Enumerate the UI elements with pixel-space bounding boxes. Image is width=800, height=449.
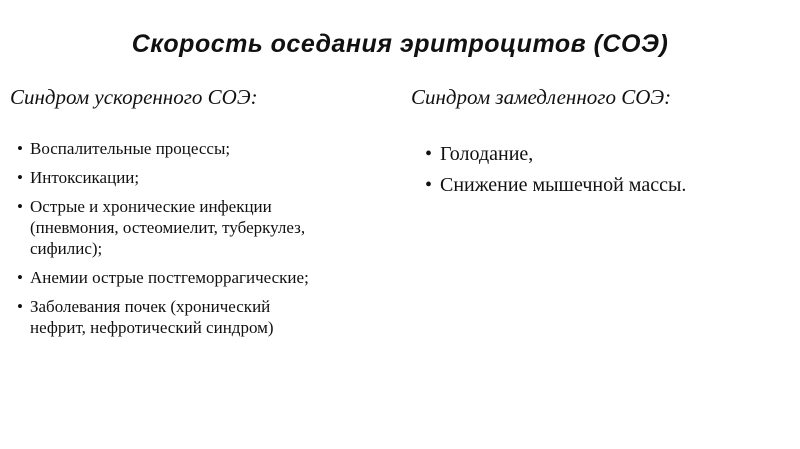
accelerated-esr-heading: Синдром ускоренного СОЭ:: [10, 85, 258, 109]
bullet-icon: •: [17, 297, 23, 316]
bullet-icon: •: [17, 268, 23, 287]
list-item: [17, 296, 317, 338]
list-item-text: Интоксикации;: [30, 168, 140, 187]
list-item-text: Снижение мышечной массы.: [440, 174, 687, 196]
list-item: [17, 167, 317, 188]
list-item: [17, 196, 317, 259]
list-item-text: Заболевания почек (хронический нефрит, нефротический синдром): [30, 297, 274, 337]
bullet-icon: •: [425, 143, 433, 165]
list-item-text: Голодание,: [440, 143, 534, 165]
bullet-icon: •: [17, 197, 23, 216]
list-item: [17, 138, 317, 159]
slowed-esr-heading: Синдром замедленного СОЭ:: [411, 85, 672, 109]
accelerated-esr-list: [17, 138, 317, 346]
slide-title: Скорость оседания эритроцитов (СОЭ): [131, 30, 669, 58]
list-item-text: Острые и хронические инфекции (пневмония, остеомиелит, туберкулез, сифилис);: [30, 197, 306, 258]
bullet-icon: •: [17, 168, 23, 187]
list-item-text: Анемии острые постгеморрагические;: [30, 268, 309, 287]
slowed-esr-list: [425, 141, 735, 203]
list-item: [425, 141, 735, 168]
bullet-icon: •: [17, 139, 23, 158]
list-item: [17, 267, 317, 288]
list-item: [425, 172, 735, 199]
list-item-text: Воспалительные процессы;: [30, 139, 231, 158]
bullet-icon: •: [425, 174, 433, 196]
